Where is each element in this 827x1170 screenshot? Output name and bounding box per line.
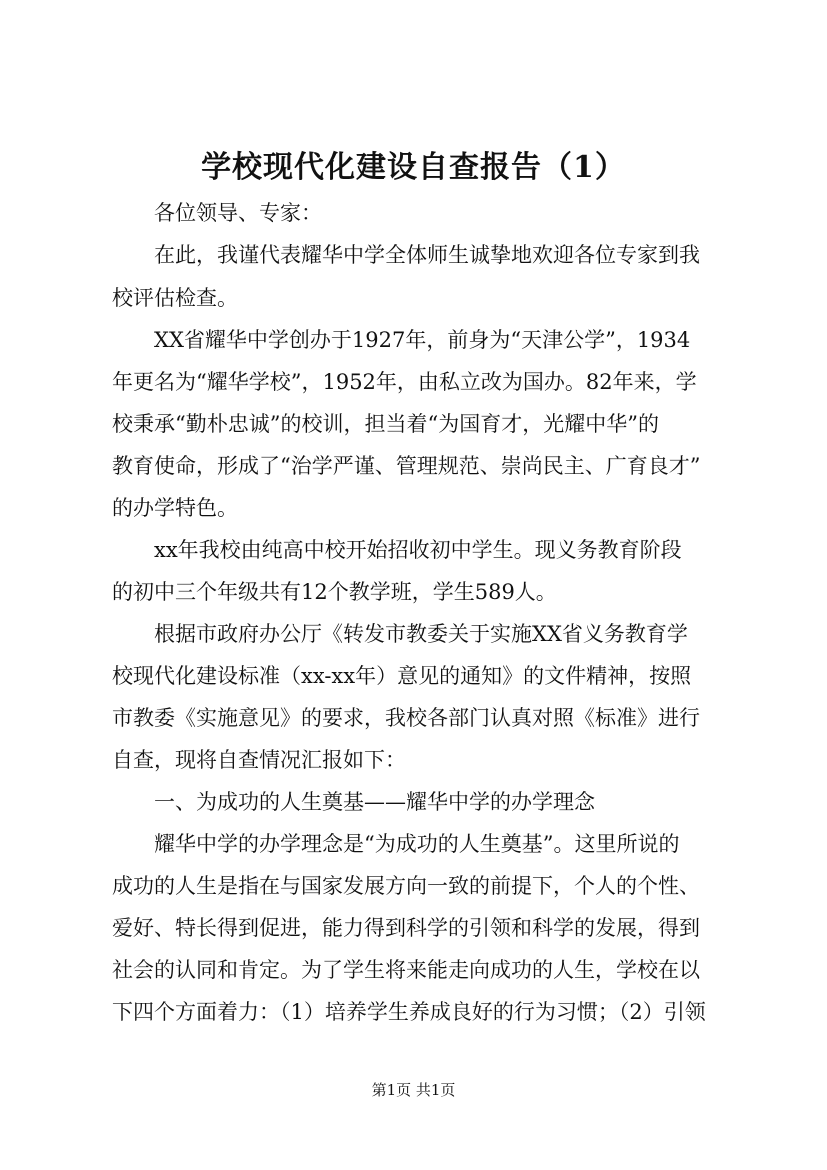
paragraph-line: 的初中三个年级共有12个教学班，学生589人。 [112,580,557,604]
paragraph-line: 的办学特色。 [112,496,238,520]
paragraph-line: 校评估检查。 [112,286,238,310]
paragraph-line: xx年我校由纯高中校开始招收初中学生。现义务教育阶段 [154,538,682,562]
section-heading: 一、为成功的人生奠基——耀华中学的办学理念 [154,790,595,814]
paragraph-line: 下四个方面着力：（1）培养学生养成良好的行为习惯；（2）引领 [112,1000,706,1024]
paragraph-line: 在此，我谨代表耀华中学全体师生诚挚地欢迎各位专家到我 [154,243,700,267]
page-footer: 第1页 共1页 [371,1081,456,1099]
paragraph-line: 市教委《实施意见》的要求，我校各部门认真对照《标准》进行 [112,706,700,730]
paragraph-line: 年更名为“耀华学校”，1952年，由私立改为国办。82年来，学 [112,370,697,394]
paragraph-line: 成功的人生是指在与国家发展方向一致的前提下，个人的个性、 [112,874,700,898]
paragraph-line: 教育使命，形成了“治学严谨、管理规范、崇尚民主、广育良才” [112,454,701,478]
paragraph-line: XX省耀华中学创办于1927年，前身为“天津公学”，1934 [154,328,691,352]
paragraph-line: 爱好、特长得到促进，能力得到科学的引领和科学的发展，得到 [112,916,700,940]
paragraph-line: 各位领导、专家： [154,201,322,225]
paragraph-line: 校现代化建设标准（xx-xx年）意见的通知》的文件精神，按照 [112,664,692,688]
paragraph-line: 社会的认同和肯定。为了学生将来能走向成功的人生，学校在以 [112,958,700,982]
paragraph-line: 根据市政府办公厅《转发市教委关于实施XX省义务教育学 [154,622,688,646]
paragraph-line: 耀华中学的办学理念是“为成功的人生奠基”。这里所说的 [154,832,680,856]
document-title: 学校现代化建设自查报告（1） [201,150,626,185]
paragraph-line: 自查，现将自查情况汇报如下： [112,748,406,772]
paragraph-line: 校秉承“勤朴忠诚”的校训，担当着“为国育才，光耀中华”的 [112,412,659,436]
